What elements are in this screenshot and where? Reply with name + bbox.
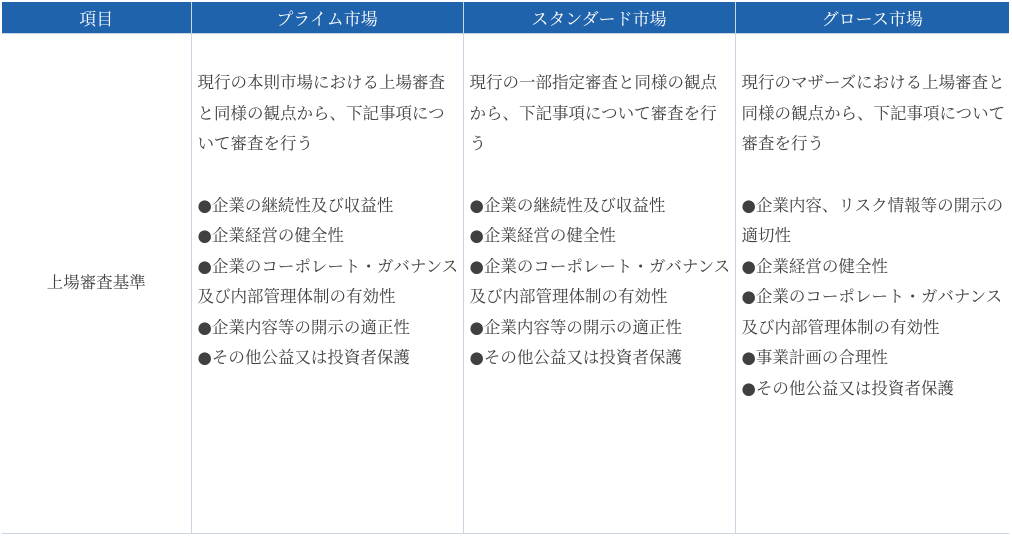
list-item: ●企業経営の健全性 [197,226,344,245]
list-item: ●その他公益又は投資者保護 [197,348,410,367]
header-item: 項目 [2,2,191,34]
table-header [2,2,1009,34]
growth-criteria-list [742,191,1008,405]
header-row [2,2,1009,34]
list-item: ●企業内容等の開示の適正性 [197,317,410,337]
row-label-listing-criteria: 上場審査基準 [2,34,191,534]
list-item: ●企業経営の健全性 [741,256,888,276]
header-prime-market: プライム市場 [191,2,463,34]
list-item: ●事業計画の合理性 [741,348,888,367]
list-item: ●その他公益又は投資者保護 [469,348,682,367]
standard-intro: 現行の一部指定審査と同様の観点から、下記事項について審査を行う [469,73,717,153]
list-item: ●企業経営の健全性 [469,226,616,245]
prime-criteria-list [198,191,461,374]
list-item: ●企業の継続性及び収益性 [469,195,666,215]
prime-market-cell [191,34,463,534]
table-row [2,34,1009,534]
list-item: ●企業内容等の開示の適正性 [469,317,682,337]
table-body [2,34,1009,534]
header-standard-market: スタンダード市場 [463,2,735,34]
standard-market-cell [463,34,735,534]
prime-intro: 現行の本則市場における上場審査と同様の観点から、下記事項について審査を行う [197,73,445,153]
growth-market-cell [735,34,1009,534]
list-item: ●その他公益又は投資者保護 [741,378,954,398]
standard-criteria-list [470,191,733,374]
list-item: ●企業のコーポレート・ガバナンス及び内部管理体制の有効性 [197,256,459,306]
list-item: ●企業の継続性及び収益性 [197,195,394,215]
header-growth-market: グロース市場 [735,2,1009,34]
list-item: ●企業のコーポレート・ガバナンス及び内部管理体制の有効性 [741,287,1003,337]
listing-criteria-table [2,2,1009,534]
growth-intro: 現行のマザーズにおける上場審査と同様の観点から、下記事項について審査を行う [741,73,1006,153]
list-item: ●企業のコーポレート・ガバナンス及び内部管理体制の有効性 [469,256,731,306]
list-item: ●企業内容、リスク情報等の開示の適切性 [741,195,1004,245]
